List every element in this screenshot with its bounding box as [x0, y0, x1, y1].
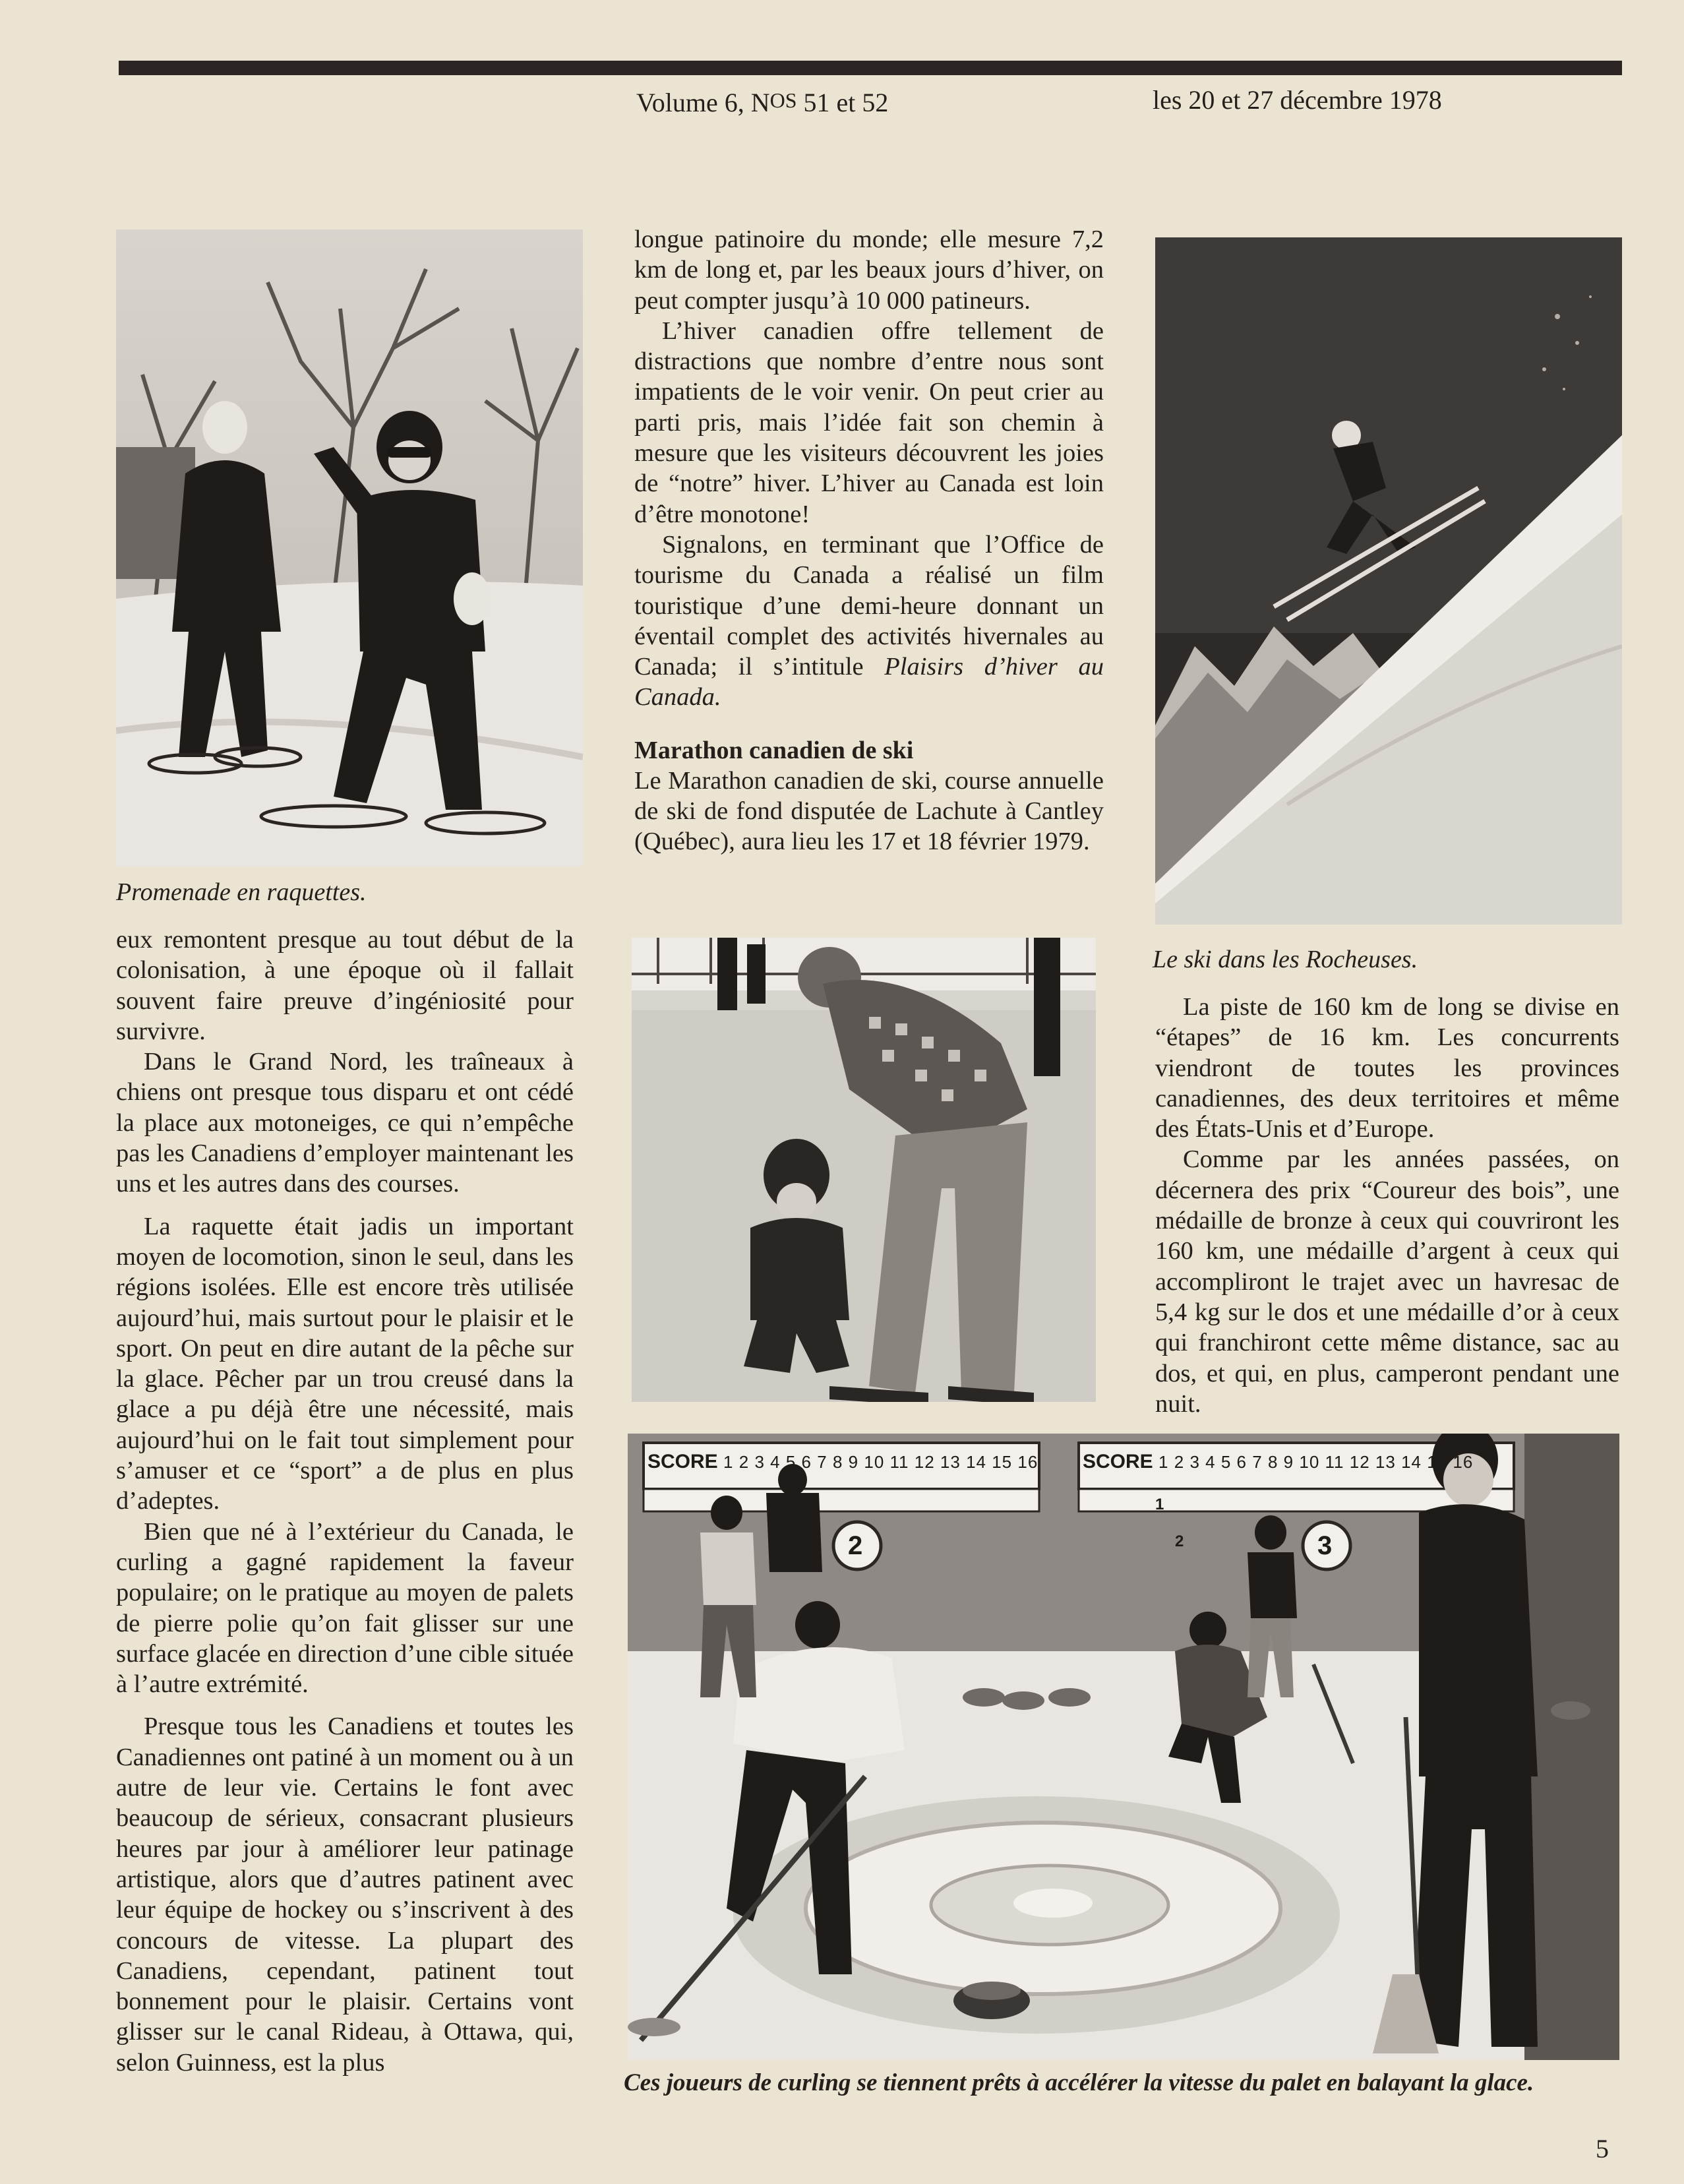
col1-paragraph-2: Dans le Grand Nord, les traîneaux à chiens ont presque tous disparu et ont cédé la place aux motoneiges, ce qui n’empêche pas les Canadiens d’employer maintenant les uns et les autres dans des courses. [116, 1048, 574, 1198]
ski-caption: Le ski dans les Rocheuses. [1153, 946, 1418, 973]
ski-illustration [1155, 237, 1622, 925]
score-label-left: SCORE [647, 1451, 718, 1472]
score-board-right-label [1083, 1451, 1473, 1473]
col2-paragraph-4: Le Marathon canadien de ski, course annuelle de ski de fond disputée de Lachute à Cantley (Québec), aura lieu les 17 et 18 février 1979. [634, 766, 1104, 856]
score-numbers-left: 1 2 3 4 5 6 7 8 9 10 11 12 13 14 15 16 [723, 1452, 1038, 1472]
article-column-2 [634, 224, 1104, 857]
article-column-3 [1155, 992, 1619, 1419]
col2-paragraph-3: Signalons, en terminant que l’Office de tourisme du Canada a réalisé un film touristique d’une demi-heure donnant un éventail complet des activités hivernales au Canada; il s’intitule Plaisirs d’hiver au Canada. [634, 530, 1104, 712]
col1-paragraph-4: Bien que né à l’extérieur du Canada, le curling a gagné rapidement la faveur populaire; on le pratique au moyen de palets de pierre polie qu’on fait glisser sur une surface glacée en direction d’une cible située à l’autre extrémité. [116, 1517, 574, 1699]
snowshoe-caption: Promenade en raquettes. [116, 878, 367, 906]
curling-illustration [628, 1434, 1619, 2060]
score-numbers-right: 1 2 3 4 5 6 7 8 9 10 11 12 13 14 15 16 [1158, 1452, 1474, 1472]
header-rule [119, 61, 1622, 75]
skating-illustration [632, 938, 1096, 1402]
sheet-number-right: 3 [1317, 1531, 1333, 1560]
curling-photo [628, 1434, 1619, 2060]
ski-photo [1155, 237, 1622, 925]
snowshoe-photo [116, 229, 583, 866]
score-marker: 1 [1155, 1496, 1164, 1513]
sheet-number-left: 2 [848, 1531, 863, 1560]
volume-number: Volume 6, NOS 51 et 52 [636, 88, 889, 117]
film-title: Plaisirs d’hiver au Canada. [634, 653, 1104, 712]
issue-date: les 20 et 27 décembre 1978 [1153, 85, 1442, 115]
sheet-number-small: 2 [1175, 1532, 1184, 1550]
section-heading-marathon: Marathon canadien de ski [634, 736, 914, 764]
col1-paragraph-1: eux remontent presque au tout début de la colonisation, à une époque où il fallait souvent faire preuve d’ingéniosité pour survivre. [116, 926, 574, 1045]
snowshoe-illustration [116, 229, 583, 866]
curling-caption: Ces joueurs de curling se tiennent prêts à accélérer la vitesse du palet en balayant la glace. [624, 2069, 1534, 2096]
col1-paragraph-3: La raquette était jadis un important moyen de locomotion, sinon le seul, dans les régions isolées. Elle est encore très utilisée aujourd’hui, mais surtout pour le plaisir et le sport. On peut en dire autant de la pêche sur la glace. Pêcher par un trou creusé dans la glace a pu déjà être une nécessité, mais aujourd’hui on le fait tout simplement pour s’amuser et ce “sport” a de plus en plus d’adeptes. [116, 1212, 574, 1515]
col1-paragraph-5: Presque tous les Canadiens et toutes les Canadiennes ont patiné à un moment ou à un autre de leur vie. Certains le font avec beaucoup de sérieux, consacrant plusieurs heures par jour à améliorer leur patinage artistique, alors que d’autres patinent avec leur équipe de hockey ou s’inscrivent à des concours de vitesse. La plupart des Canadiens, cependant, patinent tout bonnement pour le plaisir. Certains vont glisser sur le canal Rideau, à Ottawa, qui, selon Guinness, est la plus [116, 1713, 574, 2077]
score-label-right: SCORE [1083, 1451, 1153, 1472]
article-column-1 [116, 925, 574, 2078]
col3-paragraph-2: Comme par les années passées, on décernera des prix “Coureur des bois”, une médaille de bronze à ceux qui couvriront les 160 km, une médaille d’argent à ceux qui accompliront le trajet avec un havresac de 5,4 kg sur le dos et une médaille d’or à ceux qui franchiront cette même distance, sac au dos, et qui, en plus, camperont pendant une nuit. [1155, 1145, 1619, 1418]
page-number: 5 [1596, 2134, 1609, 2164]
col2-paragraph-1: longue patinoire du monde; elle mesure 7,2 km de long et, par les beaux jours d’hiver, on peut compter jusqu’à 10 000 patineurs. [634, 226, 1104, 315]
col3-paragraph-1: La piste de 160 km de long se divise en “étapes” de 16 km. Les concurrents viendront de toutes les provinces canadiennes, des deux territoires et même des États-Unis et d’Europe. [1155, 993, 1619, 1143]
skating-photo [632, 938, 1096, 1402]
col2-paragraph-2: L’hiver canadien offre tellement de distractions que nombre d’entre nous sont impatients de le voir venir. On peut crier au parti pris, mais l’idée fait son chemin à mesure que les visiteurs découvrent les joies de “notre” hiver. L’hiver au Canada est loin d’être monotone! [634, 317, 1104, 528]
score-board-left-label [647, 1451, 1038, 1473]
